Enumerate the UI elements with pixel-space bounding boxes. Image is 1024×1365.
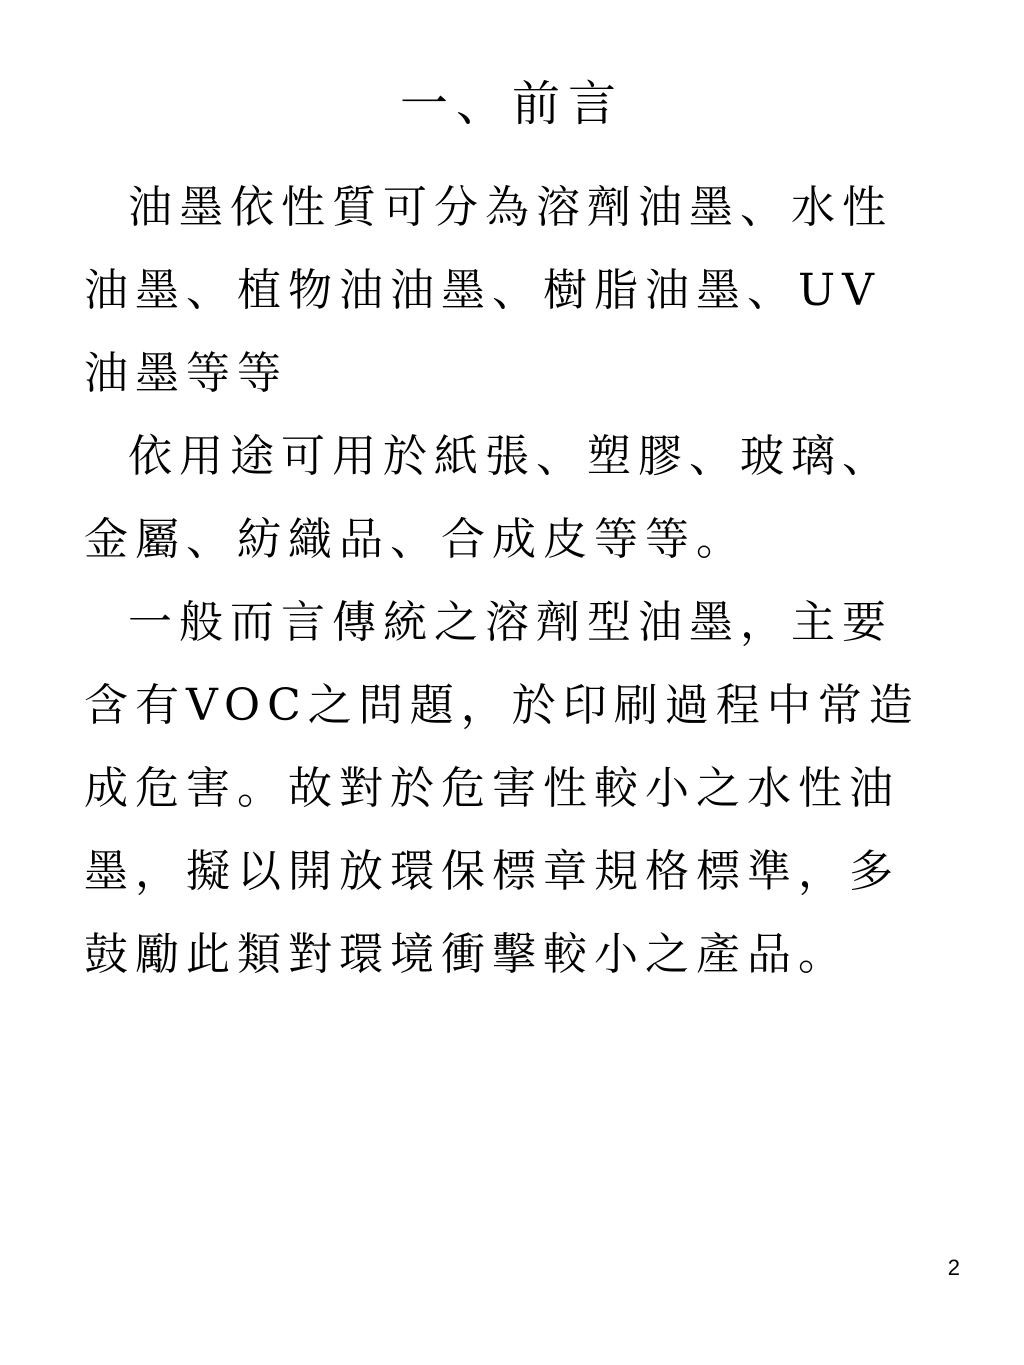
paragraph-voc-issue bbox=[84, 581, 944, 996]
text-line: 墨，擬以開放環保標章規格標準，多 bbox=[84, 846, 900, 897]
text-line: 含有VOC之問題，於印刷過程中常造 bbox=[84, 680, 920, 731]
paragraph-ink-types bbox=[84, 166, 944, 415]
text-line: 金屬、紡織品、合成皮等等。 bbox=[84, 514, 747, 565]
body-text bbox=[84, 166, 944, 996]
text-line: 油墨依性質可分為溶劑油墨、水性 bbox=[128, 182, 893, 233]
text-line: 油墨、植物油油墨、樹脂油墨、UV bbox=[84, 265, 881, 316]
page-number: 2 bbox=[947, 1255, 960, 1280]
text-line: 鼓勵此類對環境衝擊較小之產品。 bbox=[84, 929, 849, 980]
page-title: 一、前言 bbox=[399, 76, 624, 132]
text-line: 成危害。故對於危害性較小之水性油 bbox=[84, 763, 900, 814]
text-line: 一般而言傳統之溶劑型油墨，主要 bbox=[128, 597, 893, 648]
text-line: 油墨等等 bbox=[84, 348, 288, 399]
paragraph-ink-uses bbox=[84, 415, 944, 581]
text-line: 依用途可用於紙張、塑膠、玻璃、 bbox=[128, 431, 893, 482]
